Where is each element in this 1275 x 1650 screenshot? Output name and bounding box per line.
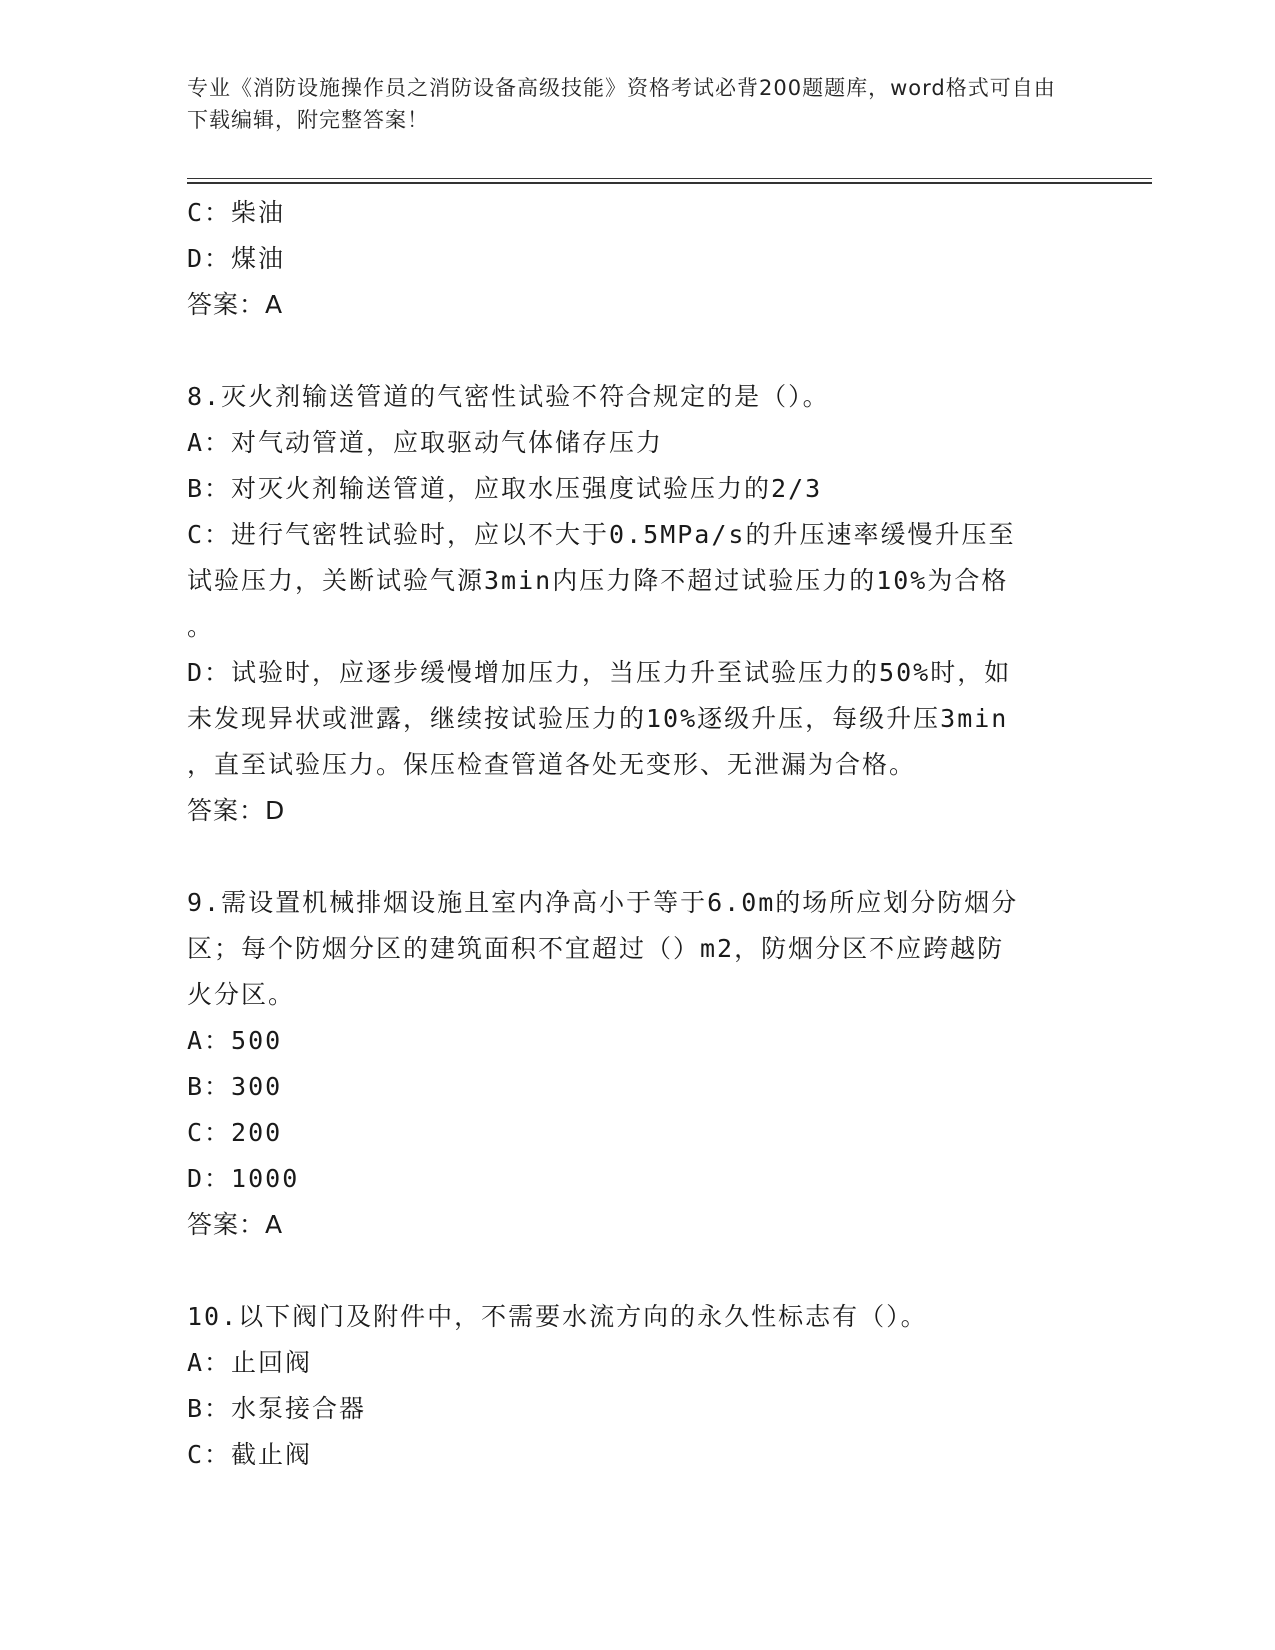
option-d-line-2: 未发现异状或泄露，继续按试验压力的10%逐级升压，每级升压3min (187, 704, 1009, 733)
question-9 (187, 880, 1077, 1248)
option-d-line-3: ，直至试验压力。保压检查管道各处无变形、无泄漏为合格。 (187, 750, 917, 779)
spacer (187, 328, 1077, 374)
document-header: 专业《消防设施操作员之消防设备高级技能》资格考试必背200题题库，word格式可自由下载编辑，附完整答案！ (187, 76, 1056, 132)
question-7 (187, 190, 1077, 328)
option-c-line-3: 。 (187, 612, 215, 641)
option-c: C：200 (187, 1118, 283, 1147)
spacer (187, 834, 1077, 880)
option-c-line-1: C：进行气密牲试验时，应以不大于0.5MPa/s的升压速率缓慢升压至 (187, 520, 1016, 549)
option-a: A：止回阀 (187, 1348, 313, 1377)
question-stem-line-2: 区；每个防烟分区的建筑面积不宜超过（）m2，防烟分区不应跨越防 (187, 934, 1005, 963)
question-stem-line-1: 9.需设置机械排烟设施且室内净高小于等于6.0m的场所应划分防烟分 (187, 888, 1019, 917)
option-b: B：300 (187, 1072, 283, 1101)
header-rule-thick (187, 182, 1152, 184)
option-c: C：柴油 (187, 198, 286, 227)
question-list (187, 190, 1077, 1478)
option-d: D：1000 (187, 1164, 300, 1193)
question-stem: 10.以下阀门及附件中，不需要水流方向的永久性标志有（）。 (187, 1302, 928, 1331)
option-b: B：对灭火剂输送管道，应取水压强度试验压力的2/3 (187, 474, 823, 503)
question-8 (187, 374, 1077, 834)
spacer (187, 1248, 1077, 1294)
question-stem-line-3: 火分区。 (187, 980, 296, 1009)
header-rule-thin (187, 178, 1152, 179)
option-c-line-2: 试验压力，关断试验气源3min内压力降不超过试验压力的10%为合格 (187, 566, 1009, 595)
option-a: A：500 (187, 1026, 283, 1055)
option-b: B：水泵接合器 (187, 1394, 367, 1423)
answer-line: 答案：A (187, 1210, 284, 1239)
option-a: A：对气动管道，应取驱动气体储存压力 (187, 428, 664, 457)
option-d: D：煤油 (187, 244, 286, 273)
question-stem: 8.灭火剂输送管道的气密性试验不符合规定的是（）。 (187, 382, 830, 411)
answer-line: 答案：A (187, 290, 284, 319)
option-d-line-1: D：试验时，应逐步缓慢增加压力，当压力升至试验压力的50%时，如 (187, 658, 1012, 687)
option-c: C：截止阀 (187, 1440, 313, 1469)
answer-line: 答案：D (187, 796, 286, 825)
question-10 (187, 1294, 1077, 1478)
